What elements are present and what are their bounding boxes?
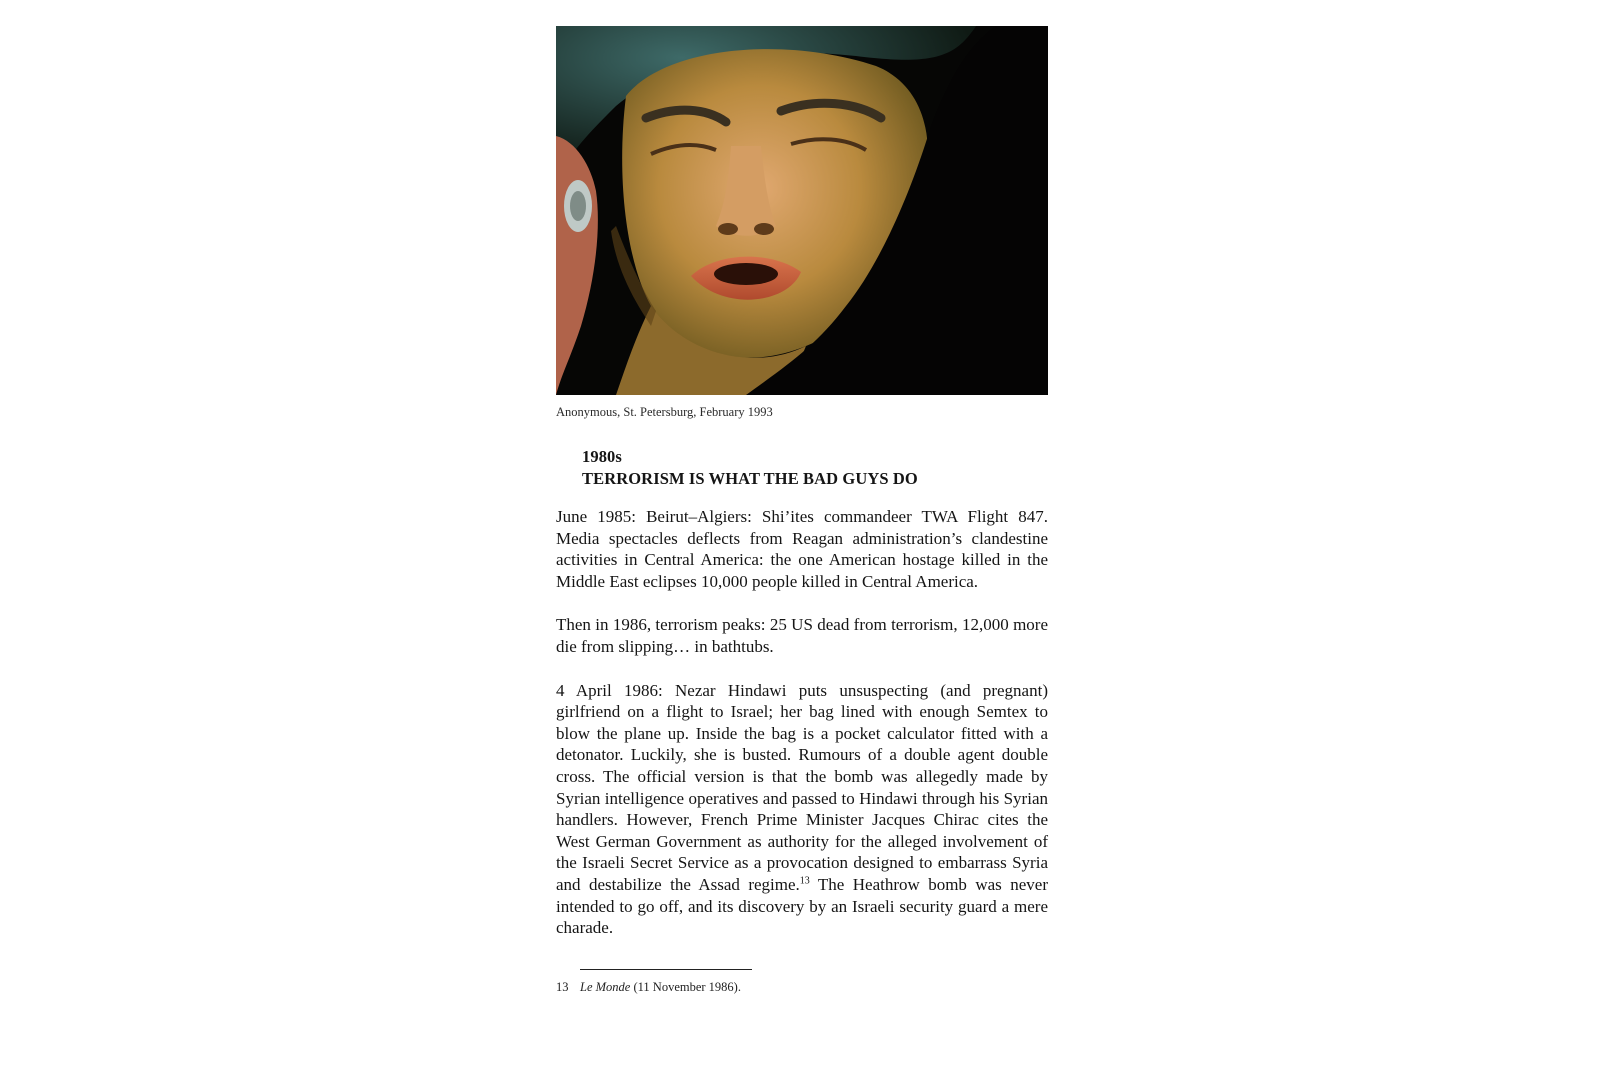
paragraph-3-text: 4 April 1986: Nezar Hindawi puts unsuspecting (and pregnant) girlfriend on a flight to Israel; her bag lined with enough Semtex to blow the plane up. Inside the bag is a pocket calculator fitted with a detonator. Luckily, she is busted. Rumours of a double agent double cross. The official version is that the bomb was allegedly made by Syrian intelligence operatives and passed to Hindawi through his Syrian handlers. However, French Prime Minister Jacques Chirac cites the West German Government as authority for the alleged involvement of the Israeli Secret Service as a provocation designed to embarrass Syria and destabilize the Assad regime. xyxy=(556,680,1048,894)
body-text xyxy=(556,506,1048,939)
footnote-number: 13 xyxy=(556,979,569,994)
section-decade: 1980s xyxy=(582,447,622,466)
footnote-divider xyxy=(580,969,752,970)
footnote-source-detail: (11 November 1986). xyxy=(630,979,741,994)
section-heading xyxy=(582,446,1048,490)
section-title: TERRORISM IS WHAT THE BAD GUYS DO xyxy=(582,469,918,488)
paragraph-3 xyxy=(556,680,1048,939)
footnote xyxy=(556,979,1048,995)
footnote-reference[interactable]: 13 xyxy=(799,875,810,887)
footnote-source-title: Le Monde xyxy=(580,979,631,994)
portrait-photo xyxy=(556,26,1048,395)
photo-caption: Anonymous, St. Petersburg, February 1993 xyxy=(556,405,773,419)
paragraph-2: Then in 1986, terrorism peaks: 25 US dead from terrorism, 12,000 more die from slipping… in bathtubs. xyxy=(556,615,1048,656)
book-page xyxy=(556,26,1048,995)
paragraph-3-text-continued: The Heathrow bomb was never intended to go off, and its discovery by an Israeli security guard a mere charade. xyxy=(556,874,1048,938)
paragraph-1: June 1985: Beirut–Algiers: Shi’ites commandeer TWA Flight 847. Media spectacles deflects from Reagan administration’s clandestine activities in Central America: the one American hostage killed in the Middle East eclipses 10,000 people killed in Central America. xyxy=(556,507,1048,591)
